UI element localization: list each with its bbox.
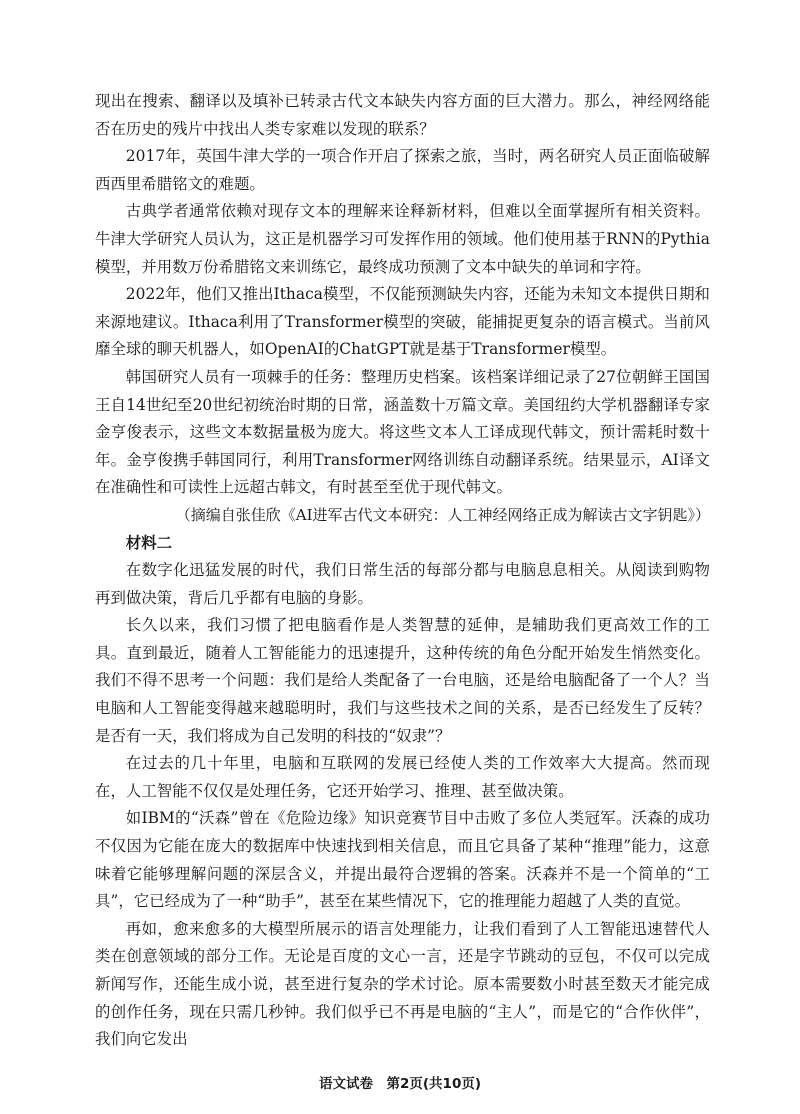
paragraph: 在数字化迅猛发展的时代，我们日常生活的每部分都与电脑息息相关。从阅读到购物再到做决策，背后几乎都有电脑的身影。 <box>95 561 710 607</box>
section-title: 材料二 <box>125 533 172 552</box>
page-footer: 语文试卷 第2页(共10页) <box>318 1076 482 1092</box>
paragraph: 2022年，他们又推出Ithaca模型，不仅能预测缺失内容，还能为未知文本提供日期和来源地建议。Ithaca利用了Transformer模型的突破，能捕捉更复杂的语言模式。当前风靡全球的聊天机器人，如OpenAI的ChatGPT就是基于Transformer模型。 <box>95 285 710 359</box>
paragraph: 长久以来，我们习惯了把电脑看作是人类智慧的延伸，是辅助我们更高效工作的工具。直到最近，随着人工智能能力的迅速提升，这种传统的角色分配开始发生悄然变化。我们不得不思考一个问题：我们是给人类配备了一台电脑，还是给电脑配备了一个人？当电脑和人工智能变得越来越聪明时，我们与这些技术之间的关系，是否已经发生了反转？是否有一天，我们将成为自己发明的科技的“奴隶”？ <box>95 616 710 745</box>
paragraph: 再如，愈来愈多的大模型所展示的语言处理能力，让我们看到了人工智能迅速替代人类在创意领域的部分工作。无论是百度的文心一言，还是字节跳动的豆包，不仅可以完成新闻写作，还能生成小说，甚至进行复杂的学术讨论。原本需要数小时甚至数天才能完成的创作任务，现在只需几秒钟。我们似乎已不再是电脑的“主人”，而是它的“合作伙伴”，我们向它发出 <box>95 919 710 1049</box>
paragraph: 韩国研究人员有一项棘手的任务：整理历史档案。该档案详细记录了27位朝鲜王国国王自14世纪至20世纪初统治时期的日常，涵盖数十万篇文章。美国纽约大学机器翻译专家金亨俊表示，这些文本数据量极为庞大。将这些文本人工译成现代韩文，预计需耗时数十年。金亨俊携手韩国同行，利用Transformer网络训练自动翻译系统。结果显示，AI译文在准确性和可读性上远超古韩文，有时甚至至优于现代韩文。 <box>95 367 710 497</box>
source-citation: （摘编自张佳欣《AI进军古代文本研究：人工神经网络正成为解读古文字钥匙》） <box>175 505 710 524</box>
paragraph: 在过去的几十年里，电脑和互联网的发展已经使人类的工作效率大大提高。然而现在，人工智能不仅仅是处理任务，它还开始学习、推理、甚至做决策。 <box>95 754 710 800</box>
paragraph: 如IBM的“沃森”曾在《危险边缘》知识竞赛节目中击败了多位人类冠军。沃森的成功不仅因为它能在庞大的数据库中快速找到相关信息，而且它具备了某种“推理”能力，这意味着它能够理解问题的深层含义，并提出最符合逻辑的答案。沃森并不是一个简单的“工具”，它已经成为了一种“助手”，甚至在某些情况下，它的推理能力超越了人类的直觉。 <box>95 809 710 911</box>
paragraph: 2017年，英国牛津大学的一项合作开启了探索之旅，当时，两名研究人员正面临破解西西里希腊铭文的难题。 <box>95 147 710 193</box>
paragraph-continued: 现出在搜索、翻译以及填补已转录古代文本缺失内容方面的巨大潜力。那么，神经网络能否在历史的残片中找出人类专家难以发现的联系？ <box>95 92 710 138</box>
exam-page-body <box>95 88 710 1054</box>
paragraph: 古典学者通常依赖对现存文本的理解来诠释新材料，但难以全面掌握所有相关资料。牛津大学研究人员认为，这正是机器学习可发挥作用的领域。他们使用基于RNN的Pythia模型，并用数万份希腊铭文来训练它，最终成功预测了文本中缺失的单词和字符。 <box>95 202 710 276</box>
